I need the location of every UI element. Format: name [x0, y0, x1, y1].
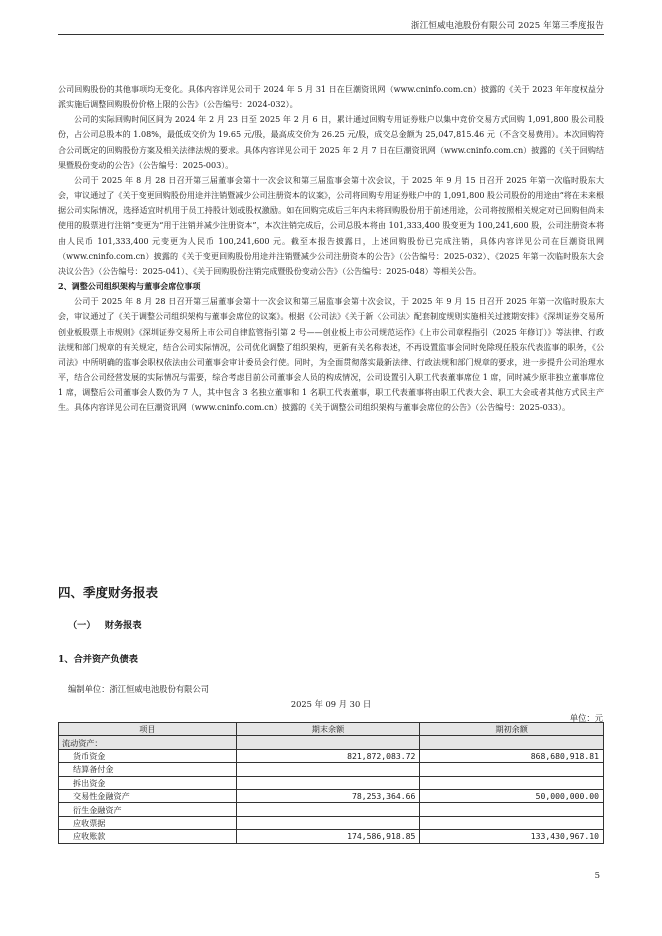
row-begin-balance [420, 763, 604, 776]
row-begin-balance [420, 816, 604, 829]
table-row [59, 816, 604, 829]
row-begin-balance: 133,430,967.10 [420, 830, 604, 843]
compiling-unit: 编制单位：浙江恒威电池股份有限公司 [68, 684, 210, 694]
row-end-balance [236, 763, 420, 776]
row-item: 拆出资金 [59, 776, 237, 789]
row-begin-balance [420, 776, 604, 789]
body-text [58, 82, 604, 415]
column-header-item: 项目 [59, 723, 237, 736]
row-item: 交易性金融资产 [59, 789, 237, 802]
paragraph-2: 公司的实际回购时间区间为 2024 年 2 月 23 日至 2025 年 2 月 6 日，累计通过回购专用证券账户以集中竞价交易方式回购 1,091,800 股公司股份，占公司总股本的 1.08%，最低成交价为 19.65 元/股，最高成交价为 26.25 元/股，成交总金额为 25,047,815.46 元（不含交易费用）。本次回购符合公司既定的回购股份方案及相关法律法规的要求。具体内容详见公司于 2025 年 2 月 7 日在巨潮资讯网（www.cninfo.com.cn）披露的《关于回购结果暨股份变动的公告》（公告编号：2025-003）。 [58, 115, 604, 170]
row-item: 衍生金融资产 [59, 803, 237, 816]
table-row [59, 763, 604, 776]
currency-unit: 单位：元 [569, 713, 603, 723]
paragraph-4: 公司于 2025 年 8 月 28 日召开第三届董事会第十一次会议和第三届监事会第十次会议，于 2025 年 9 月 15 日召开 2025 年第一次临时股东大会，审议通过了《关于调整公司组织架构与董事会席位的议案》。根据《公司法》《关于新〈公司法〉配套制度规则实施相关过渡期安排》《深圳证券交易所创业板股票上市规则》《深圳证券交易所上市公司自律监管指引第 2 号——创业板上市公司规范运作》《上市公司章程指引（2025 年修订）》等法律、行政法规和部门规章的有关规定，结合公司实际情况，公司优化调整了组织架构，更新有关名称表述，不再设置监事会同时免除现任股东代表监事的职务，《公司法》中所明确的监事会职权依法由公司董事会审计委员会行使。同时，为全面贯彻落实最新法律、行政法规和部门规章的要求，进一步提升公司治理水平，结合公司经营发展的实际情况与需要，综合考虑目前公司董事会人员的构成情况，公司设置引入职工代表董事席位 1 席，同时减少原非独立董事席位 1 席，调整后公司董事会人数仍为 7 人，其中包含 3 名独立董事和 1 名职工代表董事，职工代表董事将由职工代表大会、职工大会或者其他方式民主产生。具体内容详见公司在巨潮资讯网（www.cninfo.com.cn）披露的《关于调整公司组织架构与董事会席位的公告》（公告编号：2025-033）。 [58, 297, 605, 413]
table-row [59, 803, 604, 816]
row-item: 货币资金 [59, 749, 237, 762]
table-row [59, 776, 604, 789]
column-header-end-balance: 期末余额 [236, 723, 420, 736]
table-row [59, 749, 604, 762]
row-end-balance [236, 803, 420, 816]
subsection-title-balance-sheet: 1、合并资产负债表 [58, 654, 138, 665]
group-label: 流动资产： [59, 736, 237, 749]
header-divider [58, 34, 604, 35]
table-header-row [59, 723, 604, 736]
table-cell [236, 736, 420, 749]
section-title: 四、季度财务报表 [58, 585, 159, 600]
row-begin-balance: 868,680,918.81 [420, 749, 604, 762]
row-item: 结算备付金 [59, 763, 237, 776]
paragraph-1: 公司回购股份的其他事项均无变化。具体内容详见公司于 2024 年 5 月 31 日在巨潮资讯网（www.cninfo.com.cn）披露的《关于 2023 年年度权益分派实施后调整回购股份价格上限的公告》（公告编号：2024-032）。 [58, 85, 604, 110]
table-cell [420, 736, 604, 749]
table-row [59, 789, 604, 802]
row-item: 应收账款 [59, 830, 237, 843]
row-end-balance [236, 816, 420, 829]
column-header-begin-balance: 期初余额 [420, 723, 604, 736]
subheading-org-structure: 2、调整公司组织架构与董事会席位事项 [58, 281, 201, 292]
row-end-balance [236, 776, 420, 789]
page-header-title: 浙江恒威电池股份有限公司 2025 年第三季度报告 [410, 21, 604, 31]
row-item: 应收票据 [59, 816, 237, 829]
table-group-row [59, 736, 604, 749]
row-begin-balance [420, 803, 604, 816]
row-end-balance: 821,872,083.72 [236, 749, 420, 762]
paragraph-3: 公司于 2025 年 8 月 28 日召开第三届董事会第十一次会议和第三届监事会第十次会议，于 2025 年 9 月 15 日召开 2025 年第一次临时股东大会，审议通过了《关于变更回购股份用途并注销暨减少公司注册资本的议案》，公司将回购专用证券账户中的 1,091,800 股公司股份的用途由“将在未来根据公司实际情况，选择适宜时机用于员工持股计划或股权激励。如在回购完成后三年内未将回购股份用于前述用途，公司将按照相关规定对已回购但尚未使用的股票进行注销”变更为“用于注销并减少注册资本”，本次注销完成后，公司总股本将由 101,333,400 股变更为 100,241,600 股，公司注册资本将由人民币 101,333,400 元变更为人民币 100,241,600 元。截至本报告披露日，上述回购股份已完成注销，具体内容详见公司在巨潮资讯网（www.cninfo.com.cn）披露的《关于变更回购股份用途并注销暨减少公司注册资本的公告》（公告编号：2025-032）、《2025 年第一次临时股东大会决议公告》（公告编号：2025-041）、《关于回购股份注销完成暨股份变动公告》（公告编号：2025-048）等相关公告。 [58, 175, 604, 276]
row-begin-balance: 50,000,000.00 [420, 789, 604, 802]
row-end-balance: 174,586,918.85 [236, 830, 420, 843]
row-end-balance: 78,253,364.66 [236, 789, 420, 802]
page-number: 5 [594, 871, 600, 881]
table-row [59, 830, 604, 843]
balance-sheet-table [58, 722, 604, 844]
subsection-title-financial-statements: （一） 财务报表 [68, 620, 142, 631]
report-date: 2025 年 09 月 30 日 [290, 699, 372, 709]
